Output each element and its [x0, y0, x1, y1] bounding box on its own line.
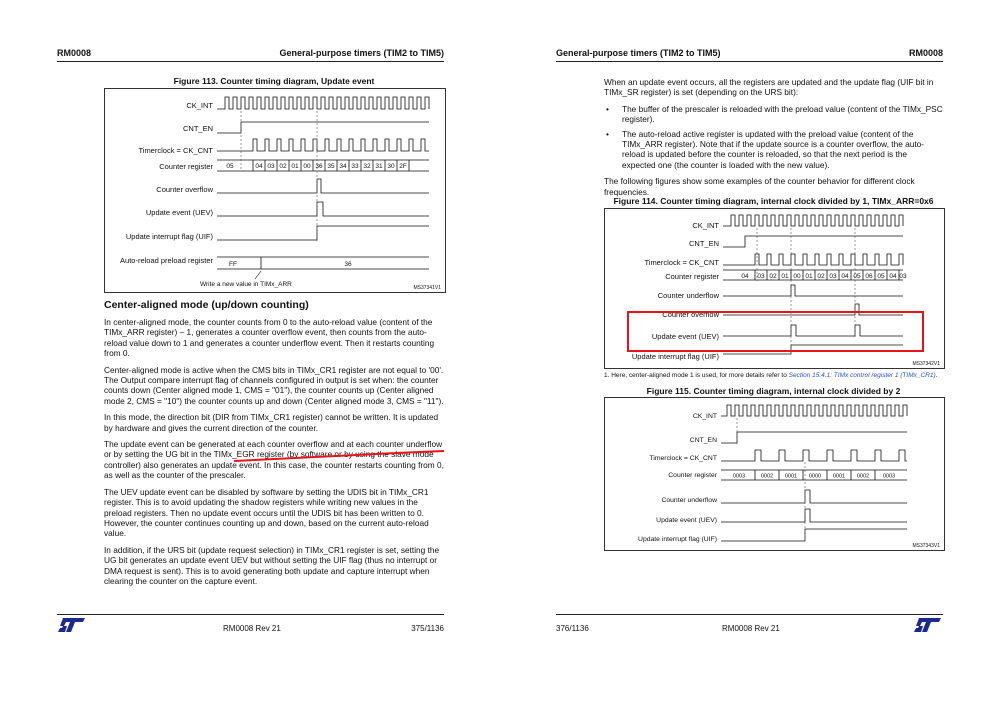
- left-paragraph-1: In center-aligned mode, the counter counts from 0 to the auto-reload value (content of the TIMx_ARR register) – 1, generates a counter overflow event, then counts from the auto-reload value down to 1 and generates a counter underflow event. Then it restarts counting from 0.: [104, 317, 435, 359]
- f113-label-ckcnt: Timerclock = CK_CNT: [138, 146, 213, 155]
- f114-counter-bus: [723, 270, 903, 280]
- section-title-center-aligned: Center-aligned mode (up/down counting): [104, 299, 309, 311]
- figure115-frame: [604, 397, 945, 551]
- right-header-doc-id: RM0008: [908, 48, 943, 58]
- figure115-diagram: [605, 398, 944, 550]
- f114-ckcnt-wave: [723, 254, 903, 265]
- f114-count-3: 01: [781, 273, 789, 280]
- left-paragraph-4: The update event can be generated at each counter overflow and at each counter underflow or by setting the UG bit in the TIMx_EGR register (by software or by using the slave mode controller) also generates an update event. In this case, the counter restarts counting from 0, as well as the counter of the prescaler.: [104, 439, 444, 481]
- f113-uev-wave: [217, 202, 429, 216]
- f113-ckint-wave: [217, 97, 429, 109]
- f115-ckcnt-wave: [721, 450, 907, 461]
- right-body-text: [604, 77, 943, 203]
- f114-code: MS37342V1: [912, 361, 940, 367]
- right-header-rule: [556, 61, 943, 62]
- f115-label-underflow: Counter underflow: [661, 497, 717, 504]
- f115-label-ckcnt: Timerclock = CK_CNT: [649, 455, 717, 462]
- right-footer-rule: [556, 614, 943, 615]
- f115-label-ckint: CK_INT: [692, 413, 717, 420]
- f113-count-6: 36: [315, 163, 323, 170]
- f114-label-ckcnt: Timerclock = CK_CNT: [644, 258, 719, 267]
- f113-ckcnt-wave: [217, 139, 429, 151]
- left-footer-rule: [57, 614, 444, 615]
- f114-count-6: 02: [817, 273, 825, 280]
- left-paragraph-2: Center-aligned mode is active when the CMS bits in TIMx_CR1 register are not equal to '00'. The Output compare interrupt flag of channels configured in output is set when: the counter counts down (Center aligned mode 1, CMS = "01"), the counter counts up (Center aligned mode 2, CMS = "10") the counter counts up and down (Center aligned mode 3, CMS = "11").: [104, 364, 444, 406]
- figure114-title: Figure 114. Counter timing diagram, internal clock divided by 1, TIMx_ARR=0x6: [613, 196, 934, 206]
- f113-label-uif: Update interrupt flag (UIF): [125, 232, 213, 241]
- red-underline-mark: [230, 448, 450, 468]
- f114-count-7: 03: [829, 273, 837, 280]
- f115-count-4: 0001: [832, 473, 846, 480]
- f113-label-counter: Counter register: [159, 162, 213, 171]
- f115-count-5: 0002: [856, 473, 870, 480]
- st-logo-icon: [57, 617, 87, 633]
- left-paragraph-6: In addition, if the URS bit (update request selection) in TIMx_CR1 register is set, setting the UG bit generates an update event UEV but without setting the UIF flag (thus no interrupt or DMA request is sent). This is to avoid generating both update and capture interrupt when clearing the counter on the capture event.: [104, 544, 440, 586]
- f113-count-2: 03: [267, 163, 275, 170]
- left-paragraph-5: The UEV update event can be disabled by software by setting the UDIS bit in TIMx_CR1 register. This is to avoid updating the shadow registers while writing new values in the preload registers. Then no update event occurs until the UDIS bit has been written to 0. However, the counter continues counting up and down, based on the current auto-reload value.: [104, 486, 429, 539]
- footnote-text: 1. Here, center-aligned mode 1 is used, for more details refer to: [604, 372, 789, 379]
- left-header-chapter: General-purpose timers (TIM2 to TIM5): [279, 48, 444, 58]
- footnote-link[interactable]: Section 15.4.1: TIMx control register 1 (TIMx_CR1): [788, 372, 936, 379]
- f115-underflow-wave: [721, 490, 907, 503]
- f113-count-3: 02: [279, 163, 287, 170]
- f115-count-1: 0002: [760, 473, 774, 480]
- f113-label-cnten: CNT_EN: [182, 124, 213, 133]
- f115-label-uev: Update event (UEV): [656, 517, 717, 524]
- f115-ckint-wave: [721, 405, 907, 416]
- f114-label-ckint: CK_INT: [692, 221, 719, 230]
- figure113-title: Figure 113. Counter timing diagram, Update event: [173, 76, 375, 86]
- f113-annotation-arrow: [255, 271, 261, 279]
- f114-count-9: 05: [853, 273, 861, 280]
- st-logo-icon-right: [913, 617, 943, 633]
- f113-count-0: 05: [226, 163, 234, 170]
- f113-count-9: 33: [351, 163, 359, 170]
- footnote-end: .: [935, 372, 938, 379]
- f115-count-3: 0000: [808, 473, 822, 480]
- f114-count-12: 04: [889, 273, 897, 280]
- figure113-diagram: [105, 89, 445, 292]
- f113-count-11: 31: [375, 163, 383, 170]
- f113-count-10: 32: [363, 163, 371, 170]
- f113-label-overflow: Counter overflow: [156, 185, 213, 194]
- f115-label-cnten: CNT_EN: [689, 437, 717, 444]
- f113-preload-bus: [217, 257, 429, 269]
- f113-preload-old: FF: [229, 261, 237, 268]
- f114-label-counter: Counter register: [665, 272, 719, 281]
- f113-cnten-wave: [217, 122, 429, 133]
- f114-count-13: 03: [899, 273, 907, 280]
- f114-ckint-wave: [723, 215, 903, 226]
- f113-code: MS37341V1: [413, 285, 441, 291]
- f113-count-5: 00: [303, 163, 311, 170]
- f114-count-0: 04: [741, 273, 749, 280]
- f113-overflow-wave: [217, 179, 429, 193]
- right-following: The following figures show some examples of the counter behavior for different clock frequencies.: [604, 176, 915, 197]
- f115-code: MS37343V1: [912, 543, 940, 549]
- f115-label-counter: Counter register: [668, 472, 717, 479]
- f115-uif-wave: [721, 529, 907, 541]
- f113-label-ckint: CK_INT: [186, 101, 213, 110]
- figure115-title: Figure 115. Counter timing diagram, internal clock divided by 2: [646, 386, 901, 396]
- red-highlight-box: [627, 311, 924, 352]
- right-footer-page-number: 376/1136: [556, 624, 589, 633]
- f113-count-8: 34: [339, 163, 347, 170]
- left-footer-page-number: 375/1136: [411, 624, 444, 633]
- f114-count-11: 05: [877, 273, 885, 280]
- f113-count-4: 01: [291, 163, 299, 170]
- f113-uif-wave: [217, 226, 429, 240]
- f113-count-13: 2F: [399, 163, 407, 170]
- f113-count-12: 30: [387, 163, 395, 170]
- f114-count-1: 03: [757, 273, 765, 280]
- right-header-chapter: General-purpose timers (TIM2 to TIM5): [556, 48, 721, 58]
- f114-label-cnten: CNT_EN: [688, 239, 719, 248]
- right-bullet-list: [604, 104, 943, 170]
- f115-uev-wave: [721, 509, 907, 522]
- right-bullet-1: • The buffer of the prescaler is reloaded with the preload value (content of the TIMx_PSC register).: [604, 104, 943, 125]
- right-intro: When an update event occurs, all the registers are updated and the update flag (UIF bit in TIMx_SR register) is set (depending on the URS bit):: [604, 77, 934, 98]
- right-bullet-2: • The auto-reload active register is updated with the preload value (content of the TIMx_ARR register). Note that if the update source is a counter overflow, the auto-reload is updated before the counter is reloaded, so that the next period is the expected one (the counter is loaded with the new value).: [604, 129, 943, 171]
- right-footer-revision: RM0008 Rev 21: [722, 624, 780, 633]
- f115-count-0: 0003: [732, 473, 746, 480]
- f113-label-uev: Update event (UEV): [145, 208, 213, 217]
- f115-label-uif: Update interrupt flag (UIF): [638, 536, 717, 543]
- f115-count-6: 0003: [882, 473, 896, 480]
- f114-count-2: 02: [769, 273, 777, 280]
- f114-count-8: 04: [841, 273, 849, 280]
- left-header-doc-id: RM0008: [57, 48, 92, 58]
- left-footer-revision: RM0008 Rev 21: [223, 624, 281, 633]
- f114-cnten-wave: [723, 236, 903, 247]
- f114-underflow-wave: [723, 285, 903, 296]
- f115-cnten-wave: [721, 432, 907, 443]
- f113-annotation: Write a new value in TIMx_ARR: [200, 281, 292, 288]
- f114-label-uev: Update event (UEV): [651, 332, 719, 341]
- left-header-rule: [57, 61, 444, 62]
- footnote: [604, 372, 943, 379]
- f114-count-10: 06: [865, 273, 873, 280]
- f114-count-4: 00: [793, 273, 801, 280]
- f113-label-preload: Auto-reload preload register: [120, 256, 213, 265]
- f114-label-uif: Update interrupt flag (UIF): [631, 352, 719, 361]
- f113-preload-new: 36: [344, 261, 352, 268]
- f114-label-overflow: Counter overflow: [662, 310, 719, 319]
- f114-label-underflow: Counter underflow: [657, 291, 719, 300]
- f113-count-7: 35: [327, 163, 335, 170]
- f113-count-1: 04: [255, 163, 263, 170]
- f115-count-2: 0001: [784, 473, 798, 480]
- figure113-frame: [104, 88, 446, 293]
- left-paragraph-3: In this mode, the direction bit (DIR from TIMx_CR1 register) cannot be written. It is updated by hardware and gives the current direction of the counter.: [104, 412, 439, 433]
- f114-count-5: 01: [805, 273, 813, 280]
